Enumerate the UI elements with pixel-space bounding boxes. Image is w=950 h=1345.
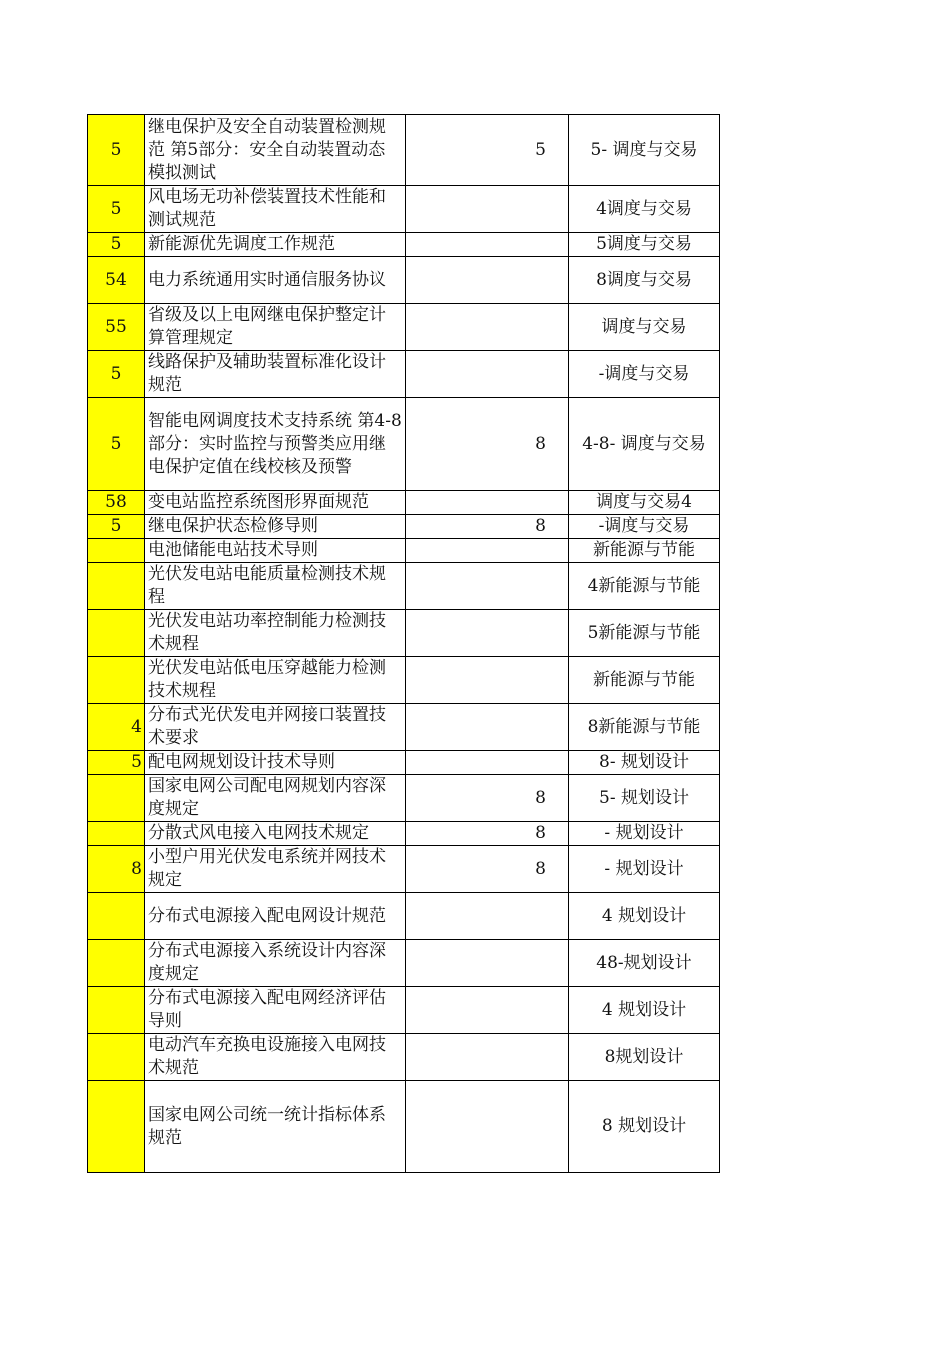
- standard-code-cell[interactable]: [406, 987, 569, 1034]
- category-cell[interactable]: - 规划设计: [569, 846, 720, 893]
- standard-code-cell[interactable]: [406, 657, 569, 704]
- standard-name-cell[interactable]: 分布式光伏发电并网接口装置技术要求: [145, 704, 406, 751]
- row-number-cell[interactable]: 54: [88, 257, 145, 304]
- standard-name-cell[interactable]: 分散式风电接入电网技术规定: [145, 822, 406, 846]
- table-row: [88, 846, 720, 893]
- row-number-cell[interactable]: 58: [88, 491, 145, 515]
- row-number-cell[interactable]: 5: [88, 751, 145, 775]
- standard-name-cell[interactable]: 分布式电源接入系统设计内容深度规定: [145, 940, 406, 987]
- table-row: [88, 657, 720, 704]
- standard-code-cell[interactable]: [406, 304, 569, 351]
- table-row: [88, 751, 720, 775]
- row-number-cell[interactable]: [88, 775, 145, 822]
- standard-code-cell[interactable]: [406, 539, 569, 563]
- standard-name-cell[interactable]: 国家电网公司统一统计指标体系规范: [145, 1081, 406, 1173]
- standard-code-cell[interactable]: 8: [406, 846, 569, 893]
- category-cell[interactable]: 新能源与节能: [569, 539, 720, 563]
- standard-code-cell[interactable]: 5: [406, 115, 569, 186]
- standard-name-cell[interactable]: 光伏发电站功率控制能力检测技术规程: [145, 610, 406, 657]
- standard-code-cell[interactable]: [406, 491, 569, 515]
- standard-name-cell[interactable]: 小型户用光伏发电系统并网技术规定: [145, 846, 406, 893]
- category-cell[interactable]: 8- 规划设计: [569, 751, 720, 775]
- standard-name-cell[interactable]: 新能源优先调度工作规范: [145, 233, 406, 257]
- table-row: [88, 563, 720, 610]
- row-number-cell[interactable]: [88, 822, 145, 846]
- row-number-cell[interactable]: 4: [88, 704, 145, 751]
- category-cell[interactable]: 4-8- 调度与交易: [569, 398, 720, 491]
- standard-code-cell[interactable]: [406, 893, 569, 940]
- row-number-cell[interactable]: [88, 940, 145, 987]
- standard-name-cell[interactable]: 国家电网公司配电网规划内容深度规定: [145, 775, 406, 822]
- category-cell[interactable]: 4调度与交易: [569, 186, 720, 233]
- standard-code-cell[interactable]: [406, 940, 569, 987]
- table-row: [88, 704, 720, 751]
- standard-name-cell[interactable]: 继电保护及安全自动装置检测规范 第5部分：安全自动装置动态模拟测试: [145, 115, 406, 186]
- standard-name-cell[interactable]: 电池储能电站技术导则: [145, 539, 406, 563]
- category-cell[interactable]: 8规划设计: [569, 1034, 720, 1081]
- row-number-cell[interactable]: 5: [88, 233, 145, 257]
- standards-table-body: [88, 115, 720, 1173]
- standard-name-cell[interactable]: 分布式电源接入配电网设计规范: [145, 893, 406, 940]
- table-row: [88, 775, 720, 822]
- table-row: [88, 398, 720, 491]
- category-cell[interactable]: 8调度与交易: [569, 257, 720, 304]
- table-row: [88, 186, 720, 233]
- table-row: [88, 940, 720, 987]
- category-cell[interactable]: 5新能源与节能: [569, 610, 720, 657]
- table-row: [88, 491, 720, 515]
- category-cell[interactable]: 调度与交易: [569, 304, 720, 351]
- category-cell[interactable]: 5调度与交易: [569, 233, 720, 257]
- standard-code-cell[interactable]: 8: [406, 775, 569, 822]
- table-row: [88, 304, 720, 351]
- row-number-cell[interactable]: [88, 610, 145, 657]
- standard-name-cell[interactable]: 电动汽车充换电设施接入电网技术规范: [145, 1034, 406, 1081]
- standard-code-cell[interactable]: 8: [406, 398, 569, 491]
- category-cell[interactable]: 8 规划设计: [569, 1081, 720, 1173]
- table-row: [88, 351, 720, 398]
- table-row: [88, 257, 720, 304]
- row-number-cell[interactable]: 5: [88, 515, 145, 539]
- table-row: [88, 1034, 720, 1081]
- category-cell[interactable]: - 规划设计: [569, 822, 720, 846]
- standard-code-cell[interactable]: [406, 351, 569, 398]
- row-number-cell[interactable]: 5: [88, 115, 145, 186]
- standard-name-cell[interactable]: 省级及以上电网继电保护整定计算管理规定: [145, 304, 406, 351]
- standard-name-cell[interactable]: 风电场无功补偿装置技术性能和测试规范: [145, 186, 406, 233]
- category-cell[interactable]: -调度与交易: [569, 351, 720, 398]
- category-cell[interactable]: 48-规划设计: [569, 940, 720, 987]
- category-cell[interactable]: 4新能源与节能: [569, 563, 720, 610]
- standard-code-cell[interactable]: [406, 751, 569, 775]
- category-cell[interactable]: 5- 规划设计: [569, 775, 720, 822]
- category-cell[interactable]: 4 规划设计: [569, 893, 720, 940]
- standard-name-cell[interactable]: 配电网规划设计技术导则: [145, 751, 406, 775]
- standard-code-cell[interactable]: 8: [406, 822, 569, 846]
- standard-code-cell[interactable]: [406, 257, 569, 304]
- table-row: [88, 893, 720, 940]
- standard-code-cell[interactable]: [406, 610, 569, 657]
- standard-code-cell[interactable]: [406, 704, 569, 751]
- standard-name-cell[interactable]: 光伏发电站低电压穿越能力检测技术规程: [145, 657, 406, 704]
- category-cell[interactable]: -调度与交易: [569, 515, 720, 539]
- table-row: [88, 539, 720, 563]
- table-row: [88, 515, 720, 539]
- standard-name-cell[interactable]: 继电保护状态检修导则: [145, 515, 406, 539]
- table-row: [88, 1081, 720, 1173]
- row-number-cell[interactable]: 5: [88, 351, 145, 398]
- category-cell[interactable]: 8新能源与节能: [569, 704, 720, 751]
- category-cell[interactable]: 5- 调度与交易: [569, 115, 720, 186]
- row-number-cell[interactable]: [88, 657, 145, 704]
- standard-code-cell[interactable]: [406, 563, 569, 610]
- row-number-cell[interactable]: 8: [88, 846, 145, 893]
- standards-table: [87, 114, 720, 1173]
- row-number-cell[interactable]: [88, 1034, 145, 1081]
- row-number-cell[interactable]: 55: [88, 304, 145, 351]
- category-cell[interactable]: 4 规划设计: [569, 987, 720, 1034]
- standard-name-cell[interactable]: 变电站监控系统图形界面规范: [145, 491, 406, 515]
- standard-code-cell[interactable]: 8: [406, 515, 569, 539]
- standard-code-cell[interactable]: [406, 1034, 569, 1081]
- row-number-cell[interactable]: [88, 1081, 145, 1173]
- standard-code-cell[interactable]: [406, 1081, 569, 1173]
- row-number-cell[interactable]: [88, 987, 145, 1034]
- category-cell[interactable]: 调度与交易4: [569, 491, 720, 515]
- table-row: [88, 115, 720, 186]
- category-cell[interactable]: 新能源与节能: [569, 657, 720, 704]
- standard-name-cell[interactable]: 电力系统通用实时通信服务协议: [145, 257, 406, 304]
- row-number-cell[interactable]: [88, 893, 145, 940]
- table-row: [88, 610, 720, 657]
- standard-code-cell[interactable]: [406, 186, 569, 233]
- standard-name-cell[interactable]: 光伏发电站电能质量检测技术规程: [145, 563, 406, 610]
- row-number-cell[interactable]: [88, 539, 145, 563]
- standard-name-cell[interactable]: 线路保护及辅助装置标准化设计规范: [145, 351, 406, 398]
- standard-code-cell[interactable]: [406, 233, 569, 257]
- table-row: [88, 987, 720, 1034]
- row-number-cell[interactable]: 5: [88, 186, 145, 233]
- table-row: [88, 822, 720, 846]
- table-row: [88, 233, 720, 257]
- standard-name-cell[interactable]: 分布式电源接入配电网经济评估导则: [145, 987, 406, 1034]
- row-number-cell[interactable]: 5: [88, 398, 145, 491]
- standard-name-cell[interactable]: 智能电网调度技术支持系统 第4-8部分：实时监控与预警类应用继电保护定值在线校核及预警: [145, 398, 406, 491]
- row-number-cell[interactable]: [88, 563, 145, 610]
